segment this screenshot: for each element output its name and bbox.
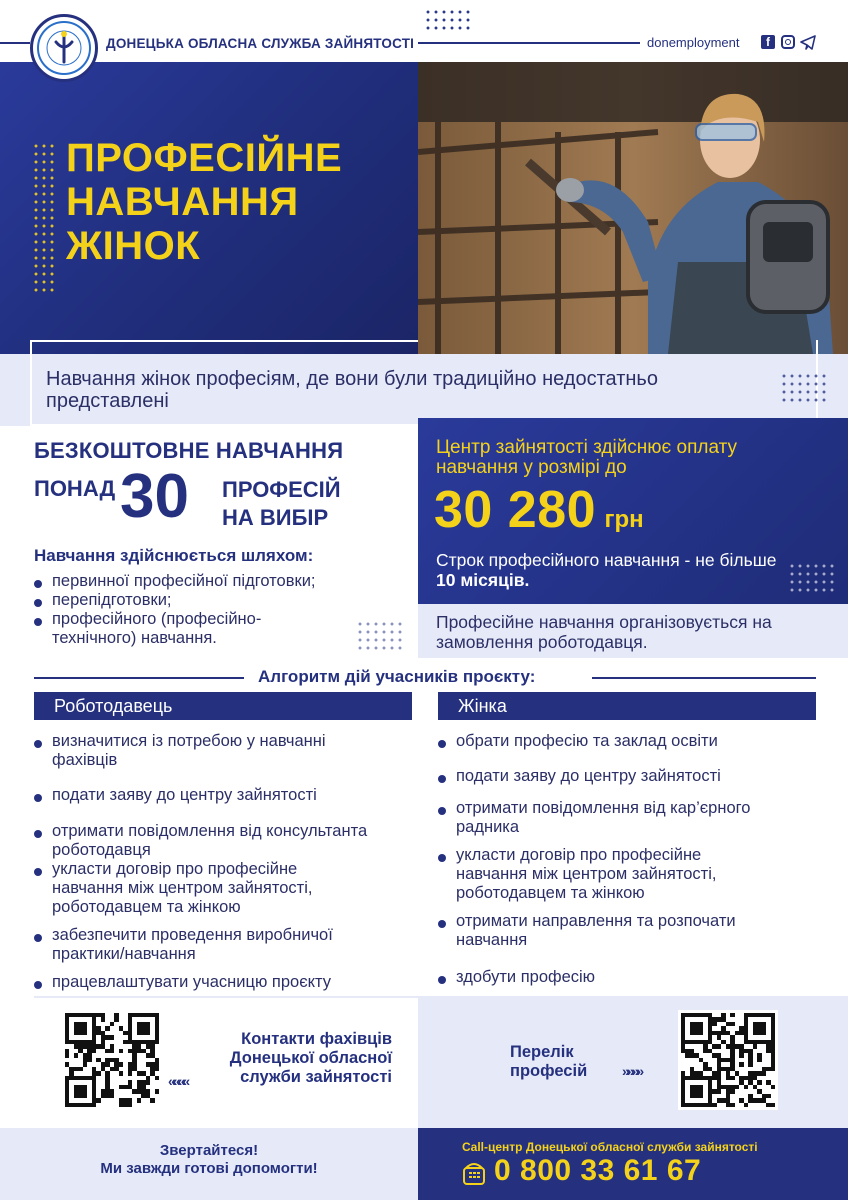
payment-term-bold: 10 місяців.: [436, 570, 530, 590]
training-panel: [0, 426, 418, 658]
callcenter-phone[interactable]: 0 800 33 61 67: [494, 1154, 702, 1187]
hero-title-line2: НАВЧАННЯ: [66, 180, 299, 224]
qr-contacts-line2: Донецької обласної: [229, 1049, 392, 1067]
qr-professions-text: [510, 1043, 587, 1081]
hero-photo: [418, 62, 848, 354]
hero-dots: [32, 142, 56, 294]
list-item: визначитися із потребою у навчанні фахівців: [32, 732, 372, 770]
woman-title: Жінка: [458, 696, 507, 716]
list-item: отримати повідомлення від консультанта роботодавця: [32, 822, 372, 860]
social-handle[interactable]: donemployment: [647, 35, 740, 50]
employer-header: [34, 692, 412, 720]
logo: [30, 14, 98, 82]
qr-contacts-code[interactable]: [62, 1010, 162, 1110]
qr-contacts-text: [196, 1030, 392, 1087]
header-bar: [0, 0, 848, 62]
qr-contacts-line3: служби зайнятості: [240, 1068, 392, 1086]
callcenter-panel: [418, 1128, 848, 1200]
payment-term: [436, 550, 796, 590]
algorithm-line-left: [34, 677, 244, 679]
callcenter-label: Call-центр Донецької обласної служби зайнятості: [462, 1140, 758, 1154]
ways-dots: [356, 620, 404, 652]
list-item: перепідготовки;: [32, 591, 332, 610]
payment-intro: Центр зайнятості здійснює оплату навчання у розмірі до: [436, 437, 738, 478]
algorithm-title: Алгоритм дій учасників проєкту:: [258, 667, 536, 686]
qr-professions-arrow-icon: »»»»: [622, 1063, 642, 1079]
professions-number: 30: [120, 462, 189, 531]
facebook-icon[interactable]: f: [761, 35, 775, 49]
footer-appeal: [0, 1142, 418, 1178]
list-item: здобути професію: [436, 968, 776, 987]
qr-right-band: [418, 996, 848, 1128]
header-left-line: [0, 42, 30, 44]
telegram-icon[interactable]: [800, 35, 816, 50]
professions-line2: НА ВИБІР: [222, 505, 329, 530]
instagram-icon[interactable]: [781, 35, 795, 49]
ways-title: Навчання здійснюється шляхом:: [34, 546, 314, 565]
phone-icon: [462, 1160, 486, 1186]
list-item: працевлаштувати учасницю проєкту: [32, 973, 372, 992]
employer-order-text: Професійне навчання організовується на замовлення роботодавця.: [436, 612, 772, 652]
woman-steps: [436, 732, 776, 987]
free-training-label: БЕЗКОШТОВНЕ НАВЧАННЯ: [34, 438, 344, 463]
subtitle-dots: [780, 372, 828, 404]
list-item: забезпечити проведення виробничої практики/навчання: [32, 926, 372, 964]
payment-amount: [434, 480, 644, 540]
algorithm-line-right: [592, 677, 816, 679]
header-mid-line: [418, 42, 640, 44]
qr-professions-line1: Перелік: [510, 1043, 574, 1061]
qr-professions-code[interactable]: [678, 1010, 778, 1110]
payment-amount-value: 30 280: [434, 481, 597, 539]
list-item: укласти договір про професійне навчання між центром зайнятості, роботодавцем та жінкою: [436, 846, 776, 903]
qr-contacts-arrow-icon: ««««: [168, 1073, 188, 1089]
footer-appeal-line1: Звертайтеся!: [159, 1142, 259, 1159]
list-item: професійного (професійно-технічного) навчання.: [32, 610, 332, 648]
list-item: подати заяву до центру зайнятості: [32, 786, 372, 805]
ways-list: [32, 572, 332, 648]
qr-divider: [34, 996, 418, 998]
professions-label: [222, 476, 341, 532]
employer-steps: [32, 732, 372, 992]
welder-woman-image: [418, 62, 848, 354]
payment-term-prefix: Строк професійного навчання - не більше: [436, 550, 777, 570]
employer-title: Роботодавець: [54, 696, 173, 716]
hero-left-panel: [0, 62, 418, 354]
subtitle-text: Навчання жінок професіям, де вони були традиційно недостатньо представлені: [46, 368, 658, 412]
professions-line1: ПРОФЕСІЙ: [222, 477, 341, 502]
list-item: первинної професійної підготовки;: [32, 572, 332, 591]
subtitle-frame-top-left: [30, 340, 418, 342]
list-item: отримати повідомлення від кар’єрного радника: [436, 799, 776, 837]
payment-panel: [418, 418, 848, 604]
qr-professions-line2: професій: [510, 1062, 588, 1080]
list-item: подати заяву до центру зайнятості: [436, 767, 776, 786]
employer-order-band: [418, 604, 848, 658]
woman-header: [438, 692, 816, 720]
logo-emblem-icon: [36, 20, 92, 76]
footer-appeal-line2: Ми завжди готові допомогти!: [100, 1160, 318, 1177]
payment-dots: [788, 562, 836, 594]
org-name: ДОНЕЦЬКА ОБЛАСНА СЛУЖБА ЗАЙНЯТОСТІ: [106, 36, 415, 51]
qr-contacts-line1: Контакти фахівців: [241, 1030, 392, 1048]
hero-title-line1: ПРОФЕСІЙНЕ: [66, 136, 343, 180]
over-label: ПОНАД: [34, 476, 116, 501]
hero-title-line3: ЖІНОК: [66, 224, 201, 268]
list-item: укласти договір про професійне навчання між центром зайнятості, роботодавцем та жінкою: [32, 860, 372, 917]
header-dots: [424, 8, 472, 32]
hero-title: [66, 136, 342, 268]
list-item: обрати професію та заклад освіти: [436, 732, 776, 751]
list-item: отримати направлення та розпочати навчання: [436, 912, 776, 950]
payment-currency: грн: [604, 506, 644, 533]
